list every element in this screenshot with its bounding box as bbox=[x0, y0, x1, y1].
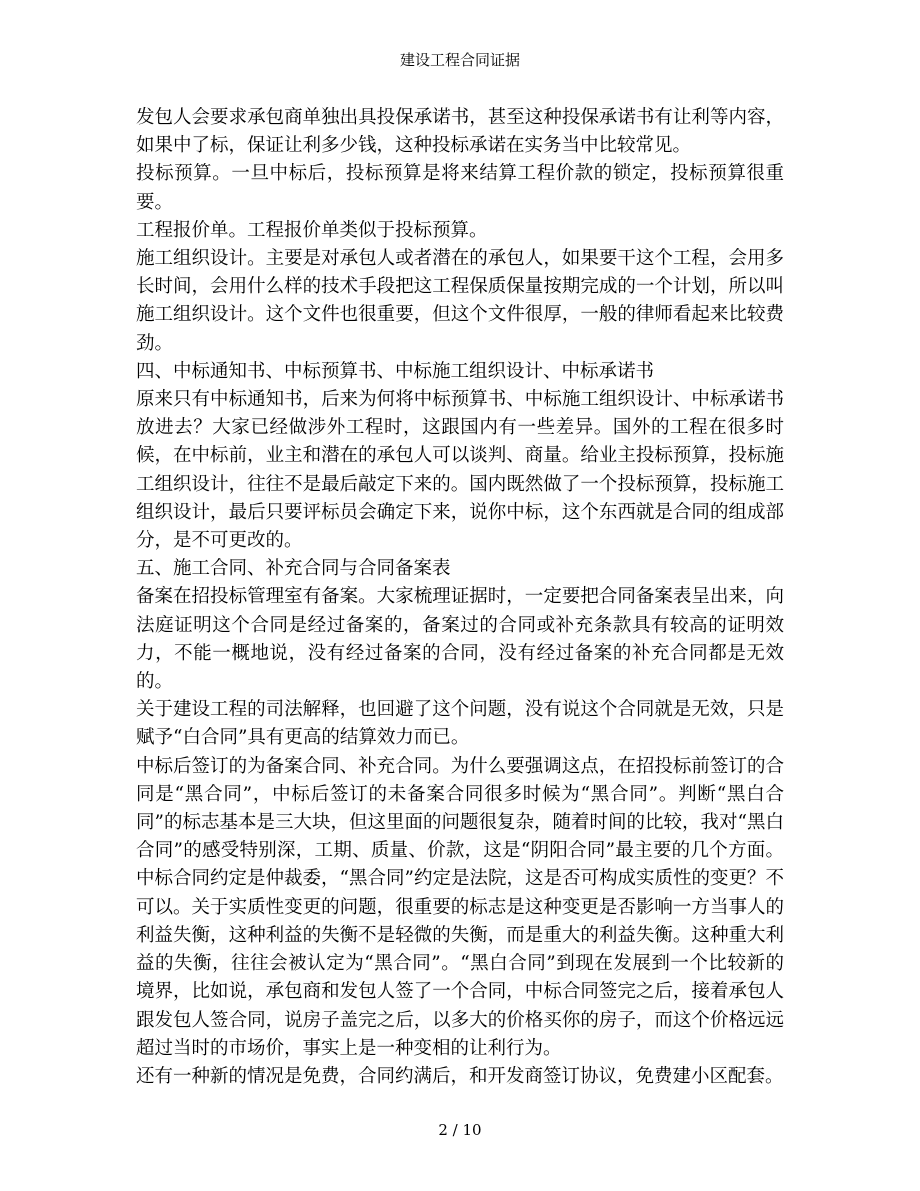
paragraph-quotation: 工程报价单。工程报价单类似于投标预算。 bbox=[136, 219, 488, 241]
paragraph-free-construction: 还有一种新的情况是免费，合同约满后，和开发商签订协议，免费建小区配套。 bbox=[136, 1065, 784, 1087]
document-title: 建设工程合同证据 bbox=[399, 51, 520, 69]
paragraph-construction-design: 施工组织设计。主要是对承包人或者潜在的承包人，如果要干这个工程，会用多长时间，会用什么样的技术手段把这工程保质保量按期完成的一个计划，所以叫施工组织设计。这个文件也很重要，但这个文件很厚，一般的律师看起来比较费劲。 bbox=[136, 248, 784, 354]
paragraph-filing: 备案在招投标管理室有备案。大家梳理证据时，一定要把合同备案表呈出来，向法庭证明这个合同是经过备案的，备案过的合同或补充条款具有较高的证明效力，不能一概地说，没有经过备案的合同，没有经过备案的补充合同都是无效的。 bbox=[136, 586, 784, 693]
paragraph-bid-commitment: 发包人会要求承包商单独出具投保承诺书，甚至这种投保承诺书有让利等内容，如果中了标，保证让利多少钱，这种投标承诺在实务当中比较常见。 bbox=[136, 107, 784, 157]
page-number: 2 / 10 bbox=[438, 1121, 482, 1139]
page-footer bbox=[0, 1120, 920, 1140]
page-header bbox=[0, 50, 920, 70]
section-heading-5: 五、施工合同、补充合同与合同备案表 bbox=[136, 558, 451, 580]
paragraph-black-white-contract: 中标后签订的为备案合同、补充合同。为什么要强调这点，在招投标前签订的合同是“黑合同”，中标后签订的未备案合同很多时候为“黑合同”。判断“黑白合同”的标志基本是三大块，但这里面的问题很复杂，随着时间的比较，我对“黑白合同”的感受特别深，工期、质量、价款，这是“阴阳合同”最主要的几个方面。中标合同约定是仲裁委，“黑合同”约定是法院，这是否可构成实质性的变更？不可以。关于实质性变更的问题，很重要的标志是这种变更是否影响一方当事人的利益失衡，这种利益的失衡不是轻微的失衡，而是重大的利益失衡。这种重大利益的失衡，往往会被认定为“黑合同”。“黑白合同”到现在发展到一个比较新的境界，比如说，承包商和发包人签了一个合同，中标合同签完之后，接着承包人跟发包人签合同，说房子盖完之后，以多大的价格买你的房子，而这个价格远远超过当时的市场价，事实上是一种变相的让利行为。 bbox=[136, 755, 784, 1059]
paragraph-winning-notice: 原来只有中标通知书，后来为何将中标预算书、中标施工组织设计、中标承诺书放进去？大家已经做涉外工程时，这跟国内有一些差异。国外的工程在很多时候，在中标前，业主和潜在的承包人可以谈判、商量。给业主投标预算，投标施工组织设计，往往不是最后敲定下来的。国内既然做了一个投标预算，投标施工组织设计，最后只要评标员会确定下来，说你中标，这个东西就是合同的组成部分，是不可更改的。 bbox=[136, 389, 784, 552]
document-body bbox=[136, 104, 784, 1091]
paragraph-bid-budget: 投标预算。一旦中标后，投标预算是将来结算工程价款的锁定，投标预算很重要。 bbox=[136, 163, 784, 213]
section-heading-4: 四、中标通知书、中标预算书、中标施工组织设计、中标承诺书 bbox=[136, 360, 655, 382]
paragraph-judicial-interpretation: 关于建设工程的司法解释，也回避了这个问题，没有说这个合同就是无效，只是赋予“白合同”具有更高的结算效力而已。 bbox=[136, 699, 784, 749]
